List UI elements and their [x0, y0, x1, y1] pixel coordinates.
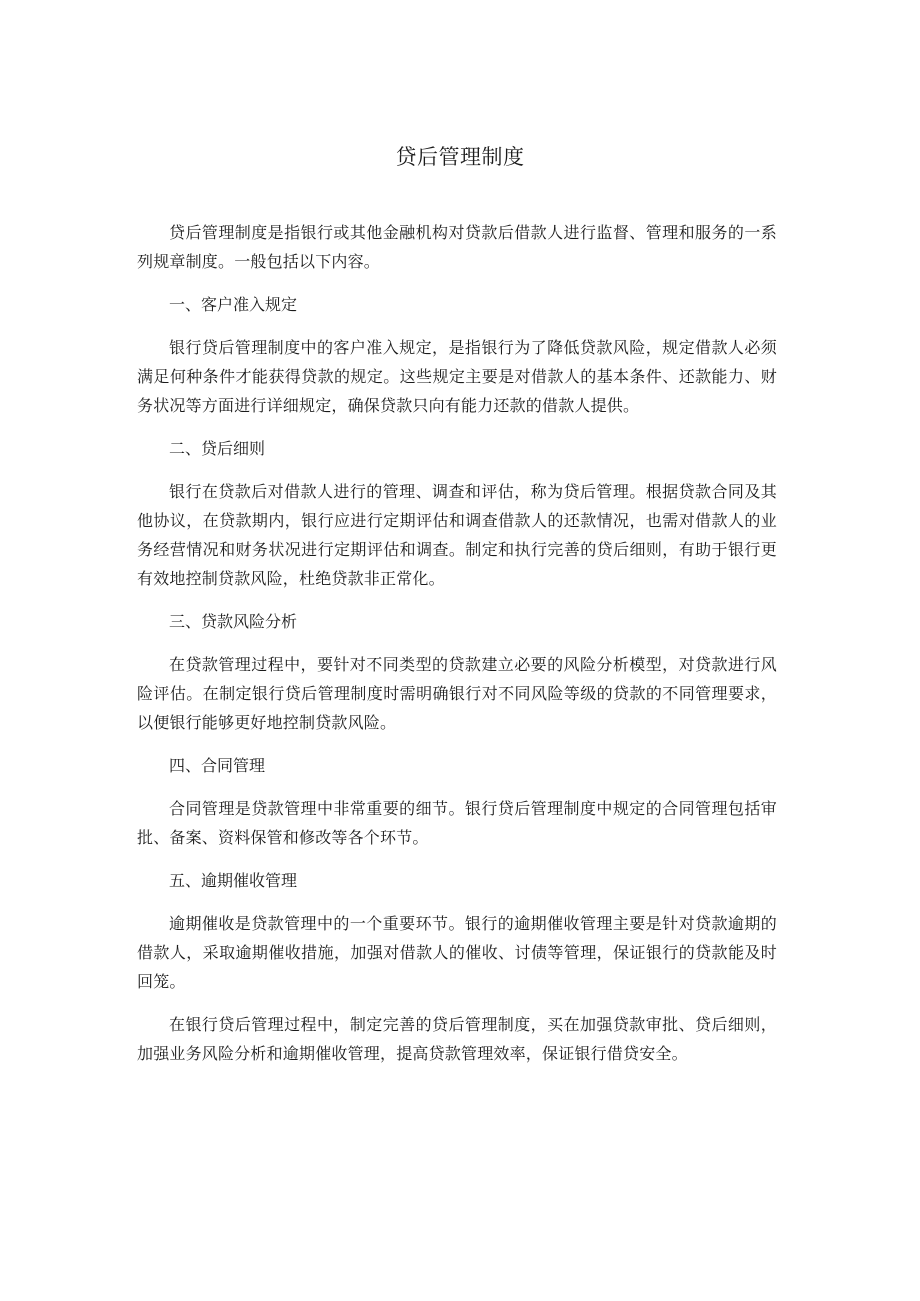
document-title: 贷后管理制度: [395, 145, 525, 169]
section-paragraph-4: 合同管理是贷款管理中非常重要的细节。银行贷后管理制度中规定的合同管理包括审批、备案、资料保管和修改等各个环节。: [137, 799, 777, 847]
section-paragraph-2: 银行在贷款后对借款人进行的管理、调查和评估，称为贷后管理。根据贷款合同及其他协议，在贷款期内，银行应进行定期评估和调查借款人的还款情况，也需对借款人的业务经营情况和财务状况进行定期评估和调查。制定和执行完善的贷后细则，有助于银行更有效地控制贷款风险，杜绝贷款非正常化。: [137, 482, 777, 588]
conclusion-paragraph: 在银行贷后管理过程中，制定完善的贷后管理制度，买在加强贷款审批、贷后细则，加强业务风险分析和逾期催收管理，提高贷款管理效率，保证银行借贷安全。: [137, 1015, 777, 1063]
section-paragraph-3: 在贷款管理过程中，要针对不同类型的贷款建立必要的风险分析模型，对贷款进行风险评估。在制定银行贷后管理制度时需明确银行对不同风险等级的贷款的不同管理要求，以便银行能够更好地控制贷款风险。: [137, 655, 777, 732]
section-heading-3: 三、贷款风险分析: [169, 612, 298, 631]
intro-paragraph: 贷后管理制度是指银行或其他金融机构对贷款后借款人进行监督、管理和服务的一系列规章制度。一般包括以下内容。: [137, 223, 777, 271]
document-body: [137, 218, 777, 1082]
section-heading-2: 二、贷后细则: [169, 439, 266, 458]
section-heading-1: 一、客户准入规定: [169, 295, 298, 314]
section-heading-5: 五、逾期催收管理: [169, 871, 298, 890]
section-paragraph-1: 银行贷后管理制度中的客户准入规定，是指银行为了降低贷款风险，规定借款人必须满足何种条件才能获得贷款的规定。这些规定主要是对借款人的基本条件、还款能力、财务状况等方面进行详细规定，确保贷款只向有能力还款的借款人提供。: [137, 338, 777, 415]
section-paragraph-5: 逾期催收是贷款管理中的一个重要环节。银行的逾期催收管理主要是针对贷款逾期的借款人，采取逾期催收措施，加强对借款人的催收、讨债等管理，保证银行的贷款能及时回笼。: [137, 914, 777, 991]
section-heading-4: 四、合同管理: [169, 756, 266, 775]
